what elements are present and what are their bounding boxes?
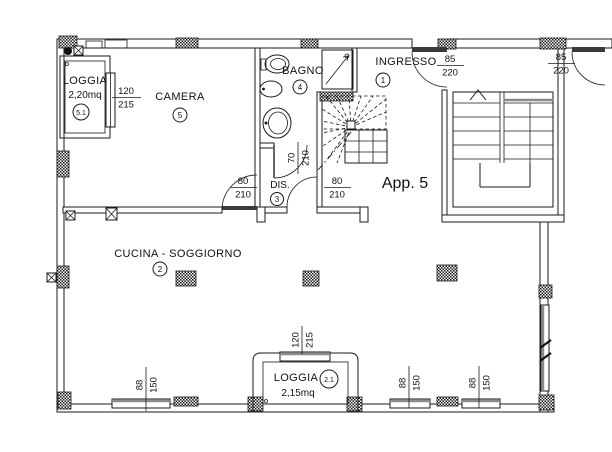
dis-number: 3 [274,195,280,205]
bagno-number: 4 [297,83,303,93]
dimension-labels [112,52,575,411]
column [176,38,198,48]
stair-treads [453,92,553,163]
apartment-label: App. 5 [381,175,429,192]
column [320,92,353,101]
svg-text:215: 215 [118,99,134,111]
bagno-label: BAGNO [282,65,324,77]
column [539,285,552,298]
junction-box-icon [66,211,75,220]
bidet-icon [260,81,282,97]
column [57,151,69,177]
cucina-number: 2 [157,265,163,275]
dim-loggia-bottom-window [291,326,316,354]
loggia-bottom-area: 2,15mq [281,388,315,399]
junction-box-icon [47,273,56,282]
loggia-bottom-number: 2.1 [324,376,334,384]
dim-dis-door [324,176,351,201]
drain-icon [265,400,268,403]
junction-box-icon [106,208,117,220]
svg-text:88: 88 [397,377,409,389]
dis-label: DIS. [270,180,290,191]
window-south-2 [462,399,500,408]
column [303,271,319,286]
svg-text:85: 85 [555,52,567,63]
window-loggia-bottom [280,352,330,361]
svg-text:210: 210 [329,189,345,201]
svg-text:88: 88 [134,379,146,391]
column [176,271,196,286]
dim-entry-door [437,54,464,79]
sink-icon [263,108,291,138]
shower-icon [322,50,353,89]
svg-text:85: 85 [444,54,456,65]
loggia-top-area: 2,20mq [68,90,102,101]
camera-label: CAMERA [155,91,205,103]
junction-box-icon [74,46,83,55]
ingresso-label: INGRESSO [375,56,437,68]
svg-text:150: 150 [411,375,423,391]
loggia-top-label: LOGGIA [62,75,108,87]
svg-text:220: 220 [442,67,458,79]
ingresso-number: 1 [380,76,386,86]
loggia-top-number: 5.1 [76,109,86,117]
meter-icon [64,47,72,55]
svg-text:215: 215 [304,332,316,348]
column [174,397,198,406]
svg-text:120: 120 [118,86,134,97]
stair-well [480,163,530,187]
dis-door [287,177,317,207]
column [248,397,263,411]
svg-text:80: 80 [331,176,343,187]
svg-text:150: 150 [148,377,160,393]
loggia-bottom-label: LOGGIA [273,372,319,384]
column [347,397,362,411]
svg-text:150: 150 [481,375,493,391]
svg-text:210: 210 [235,189,251,201]
svg-text:80: 80 [237,176,249,187]
window-loggia-top [106,73,115,127]
dim-bagno-door [287,142,312,174]
window-east [540,305,551,391]
newel-post [347,121,355,129]
svg-text:210: 210 [300,150,312,166]
svg-text:120: 120 [290,332,302,348]
apartment-stair [318,96,387,170]
column [301,39,318,48]
svg-text:70: 70 [286,152,298,164]
svg-text:88: 88 [467,377,479,389]
column [57,266,69,288]
svg-text:220: 220 [553,65,569,77]
condo-stair [453,90,553,207]
window-south-west [112,399,170,408]
window-south-1 [390,399,430,408]
cucina-label: CUCINA - SOGGIORNO [114,248,242,260]
column [539,395,554,410]
column [437,397,458,406]
camera-number: 5 [177,111,183,121]
neighbor-entry-door [572,47,605,85]
column [58,392,71,409]
dim-camera-door [230,176,257,201]
drain-icon [66,63,69,66]
column [540,38,566,49]
column [437,265,457,281]
dim-loggia-top-window [112,86,141,111]
